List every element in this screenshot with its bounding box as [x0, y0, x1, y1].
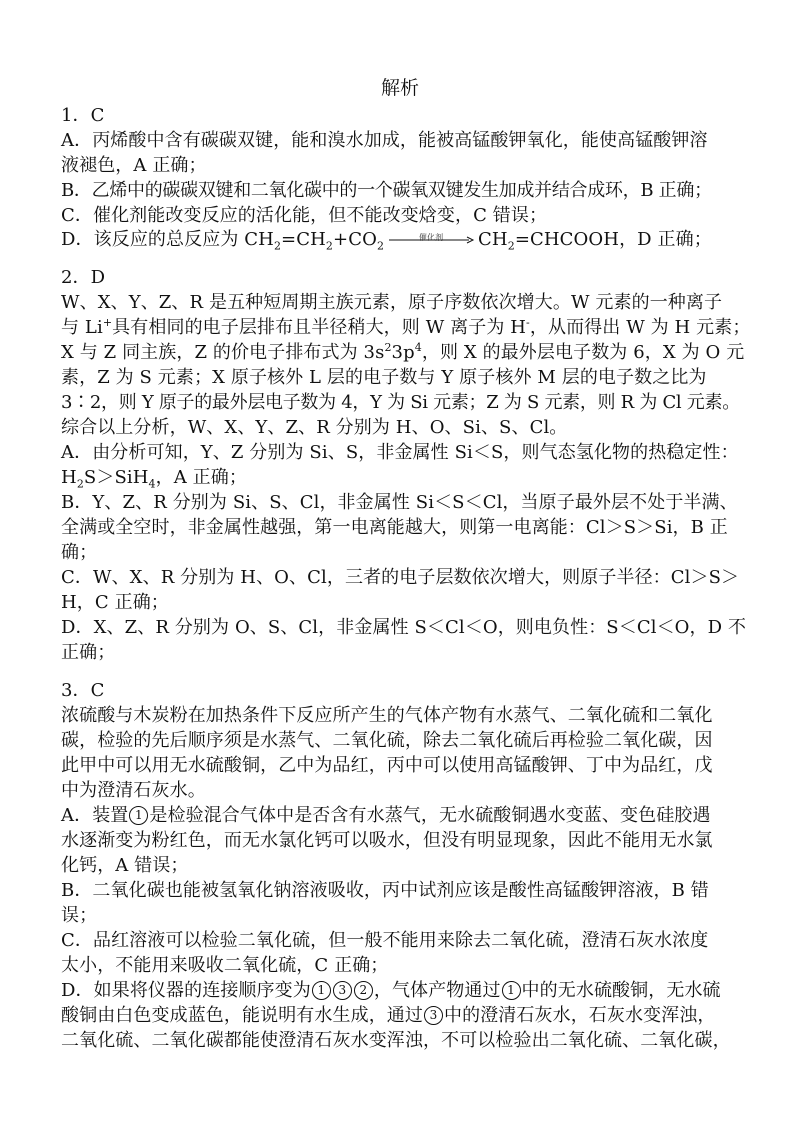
- q1-option-b: B．乙烯中的碳碳双键和二氧化碳中的一个碳氧双键发生加成并结合成环，B 正确；: [61, 180, 712, 201]
- q2-analysis-line4: 素，Z 为 S 元素；X 原子核外 L 层的电子数与 Y 原子核外 M 层的电子数之比为: [61, 367, 707, 388]
- q2-option-d-line1: D．X、Z、R 分别为 O、S、Cl，非金属性 S＜Cl＜O，则电负性：S＜Cl＜O，D 不: [61, 617, 747, 638]
- q3-option-d-line2: 酸铜由白色变成蓝色，能说明有水生成，通过 3 中的澄清石灰水，石灰水变浑浊，: [61, 1005, 716, 1026]
- q2-option-c-line1: C．W、X、R 分别为 H、O、Cl，三者的电子层数依次增大，则原子半径：Cl＞S＞: [61, 567, 740, 588]
- q2-option-c-line2: H，C 正确；: [61, 592, 169, 613]
- q2-analysis-line3: X 与 Z 同主族，Z 的价电子排布式为 $3s^23p^4$，则 X 的最外层电子数为 6，X 为 O 元: [61, 341, 745, 363]
- q1-option-d: D．该反应的总反应为 $CH_2=CH_2+CO_2$ 催化剂 $CH_2=CHCOOH$，D 正确；: [61, 228, 712, 252]
- q2-analysis-line2: 与 Li+具有相同的电子层排布且半径稍大，则 W 离子为 H-，从而得出 W 为 H 元素；: [61, 316, 751, 338]
- circled-number-3: 3: [333, 981, 352, 1000]
- q2-option-a-line2: $H_2S>SiH_4$，A 正确；: [61, 467, 247, 491]
- q3-option-b-line1: B．二氧化碳也能被氢氧化钠溶液吸收，丙中试剂应该是酸性高锰酸钾溶液，B 错: [61, 880, 709, 901]
- q3-option-d-line1: D．如果将仪器的连接顺序变为 1 3 2 ，气体产物通过 1 中的无水硫酸铜，无水硫: [61, 980, 721, 1001]
- circled-number-1: 1: [129, 806, 148, 825]
- q1-answer-head: 1．C: [61, 105, 105, 126]
- q3-option-c-line2: 太小，不能用来吸收二氧化硫，C 正确；: [61, 955, 389, 976]
- q3-option-a-line1: A．装置 1 是检验混合气体中是否含有水蒸气，无水硫酸铜遇水变蓝、变色硅胶遇: [61, 805, 711, 826]
- q3-answer-head: 3．C: [61, 680, 105, 701]
- q3-analysis-line2: 碳，检验的先后顺序须是水蒸气、二氧化硫，除去二氧化硫后再检验二氧化碳，因: [61, 730, 713, 751]
- q3-option-b-line2: 误；: [61, 905, 98, 926]
- circled-number-1: 1: [312, 981, 331, 1000]
- q2-analysis-line5: 3∶2，则 Y 原子的最外层电子数为 4，Y 为 Si 元素；Z 为 S 元素，则 R 为 Cl 元素。: [61, 392, 740, 413]
- q1-option-a-line2: 液褪色，A 正确；: [61, 155, 207, 176]
- q3-option-a-line2: 水逐渐变为粉红色，而无水氯化钙可以吸水，但没有明显现象，因此不能用无水氯: [61, 830, 713, 851]
- catalyst-label: 催化剂: [418, 233, 444, 242]
- q2-option-b-line3: 确；: [61, 542, 98, 563]
- circled-number-1: 1: [502, 981, 521, 1000]
- page-title: 解析: [380, 77, 419, 99]
- q3-analysis-line4: 中为澄清石灰水。: [61, 780, 206, 801]
- reaction-arrow: [387, 228, 475, 252]
- q3-analysis-line1: 浓硫酸与木炭粉在加热条件下反应所产生的气体产物有水蒸气、二氧化硫和二氧化: [61, 705, 713, 726]
- q3-option-a-line3: 化钙，A 错误；: [61, 855, 189, 876]
- q3-option-d-line3: 二氧化硫、二氧化碳都能使澄清石灰水变浑浊，不可以检验出二氧化硫、二氧化碳，: [61, 1030, 731, 1051]
- q2-option-b-line2: 全满或全空时，非金属性越强，第一电离能越大，则第一电离能：Cl＞S＞Si，B 正: [61, 517, 728, 538]
- q2-option-d-line2: 正确；: [61, 642, 116, 663]
- q3-option-c-line1: C．品红溶液可以检验二氧化硫，但一般不能用来除去二氧化硫，澄清石灰水浓度: [61, 930, 709, 951]
- circled-number-2: 2: [354, 981, 373, 1000]
- q2-option-a-line1: A．由分析可知，Y、Z 分别为 Si、S，非金属性 Si＜S，则气态氢化物的热稳定性：: [61, 442, 739, 463]
- q3-analysis-line3: 此甲中可以用无水硫酸铜，乙中为品红，丙中可以使用高锰酸钾、丁中为品红，戊: [61, 755, 713, 776]
- q2-answer-head: 2．D: [61, 267, 106, 288]
- circled-number-3: 3: [424, 1006, 443, 1025]
- q2-analysis-line1: W、X、Y、Z、R 是五种短周期主族元素，原子序数依次增大。W 元素的一种离子: [61, 292, 723, 313]
- q1-option-c: C．催化剂能改变反应的活化能，但不能改变焓变，C 错误；: [61, 205, 548, 226]
- q2-analysis-line6: 综合以上分析，W、X、Y、Z、R 分别为 H、O、Si、S、Cl。: [61, 417, 568, 438]
- q1-option-a-line1: A．丙烯酸中含有碳碳双键，能和溴水加成，能被高锰酸钾氧化，能使高锰酸钾溶: [61, 130, 708, 151]
- q2-option-b-line1: B．Y、Z、R 分别为 Si、S、Cl，非金属性 Si＜S＜Cl，当原子最外层不处于半满、: [61, 492, 738, 513]
